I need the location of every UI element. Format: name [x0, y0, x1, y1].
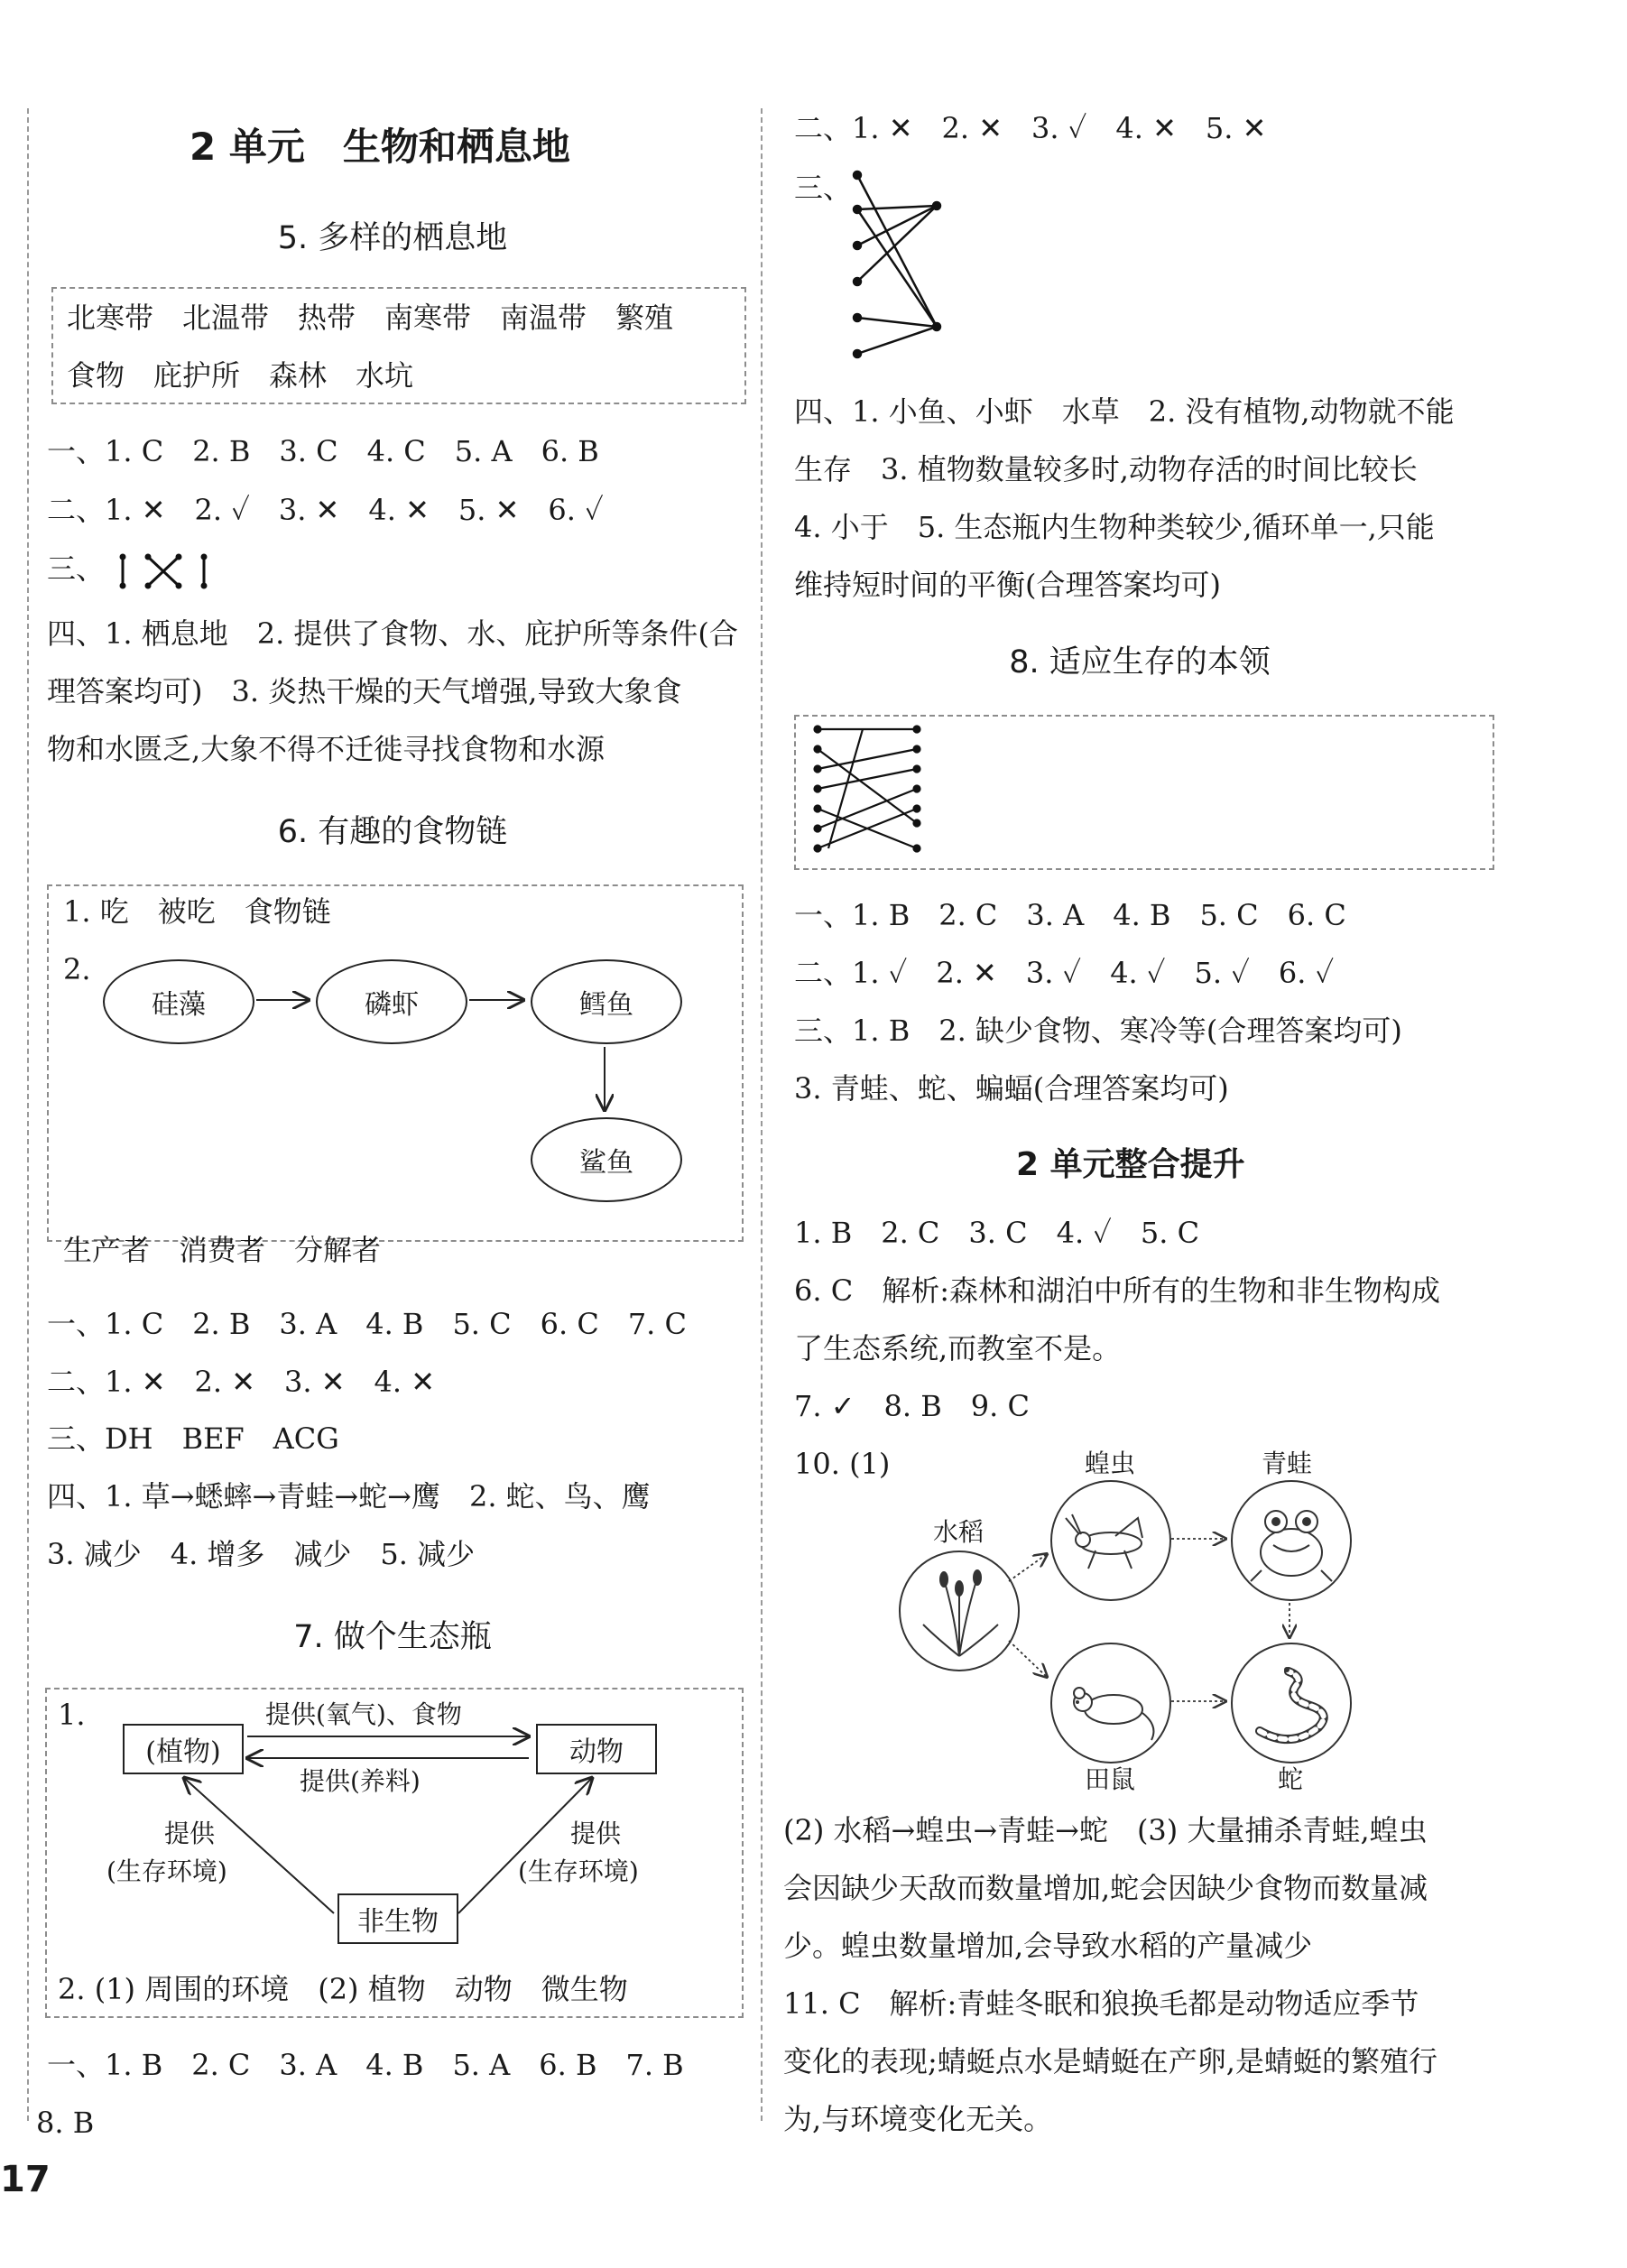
s7-q2: 二、1. ✕ 2. ✕ 3. ✓ 4. ✕ 5. ✕	[794, 111, 1267, 145]
review-line-1: 1. B 2. C 3. C 4. ✓ 5. C	[794, 1216, 1200, 1250]
left-arrow-label-2: (生存环境)	[106, 1856, 227, 1886]
s6-q2: 二、1. ✕ 2. ✕ 3. ✕ 4. ✕	[47, 1365, 436, 1399]
word-box-line-2: 食物 庇护所 森林 水坑	[67, 358, 414, 393]
review-line-10: 变化的表现;蜻蜓点水是蜻蜓在产卵,是蜻蜓的繁殖行	[783, 2044, 1437, 2078]
s5-q4-line-1: 四、1. 栖息地 2. 提供了食物、水、庇护所等条件(合	[47, 616, 738, 651]
unit-title: 2 单元 生物和栖息地	[190, 125, 570, 169]
s7-q4-line-2: 生存 3. 植物数量较多时,动物存活的时间比较长	[794, 452, 1418, 486]
right-arrow-label-2: (生存环境)	[518, 1856, 639, 1886]
section-6-title: 6. 有趣的食物链	[277, 814, 508, 850]
label-frog: 青蛙	[1262, 1449, 1313, 1478]
review-line-5: 10. (1)	[794, 1447, 891, 1481]
s7-box-item-2: 2. (1) 周围的环境 (2) 植物 动物 微生物	[58, 1972, 628, 2006]
review-title: 2 单元整合提升	[1016, 1146, 1245, 1183]
review-line-7: 会因缺少天敌而数量增加,蛇会因缺少食物而数量减	[783, 1871, 1428, 1905]
review-line-3: 了生态系统,而教室不是。	[794, 1331, 1122, 1365]
s5-q4-line-3: 物和水匮乏,大象不得不迁徙寻找食物和水源	[47, 732, 606, 766]
s8-q3: 三、1. B 2. 缺少食物、寒冷等(合理答案均可)	[794, 1014, 1402, 1048]
chain-node-krill: 磷虾	[316, 959, 467, 1044]
s5-q4-line-2: 理答案均可) 3. 炎热干燥的天气增强,导致大象食	[47, 674, 682, 708]
review-line-4: 7. ✓ 8. B 9. C	[794, 1389, 1030, 1423]
label-locust: 蝗虫	[1085, 1449, 1136, 1478]
s5-q1: 一、1. C 2. B 3. C 4. C 5. A 6. B	[47, 434, 599, 468]
section-8-title: 8. 适应生存的本领	[1009, 644, 1271, 680]
s6-box-item-1: 1. 吃 被吃 食物链	[63, 894, 331, 929]
s8-q3-cont: 3. 青蛙、蛇、蝙蝠(合理答案均可)	[794, 1071, 1229, 1106]
word-box-line-1: 北寒带 北温带 热带 南寒带 南温带 繁殖	[67, 301, 674, 335]
s6-box-item-2-label: 2.	[63, 952, 91, 986]
s6-q4-line-1: 四、1. 草→蟋蟀→青蛙→蛇→鹰 2. 蛇、鸟、鹰	[47, 1479, 651, 1514]
page-number: 17	[0, 2159, 51, 2200]
s6-roles: 生产者 消费者 分解者	[63, 1233, 382, 1267]
animal-box: 动物	[536, 1724, 657, 1774]
food-web-arrows	[783, 0, 1496, 1895]
review-line-2: 6. C 解析:森林和湖泊中所有的生物和非生物构成	[794, 1273, 1440, 1308]
s6-q3: 三、DH BEF ACG	[47, 1421, 339, 1456]
label-snake: 蛇	[1278, 1764, 1304, 1794]
nonliving-box: 非生物	[337, 1893, 458, 1944]
review-line-8: 少。蝗虫数量增加,会导致水稻的产量减少	[783, 1929, 1313, 1963]
s7-q1: 一、1. B 2. C 3. A 4. B 5. A 6. B 7. B	[47, 2048, 684, 2082]
column-divider	[761, 108, 763, 2121]
s8-q2: 二、1. ✓ 2. ✕ 3. ✓ 4. ✓ 5. ✓ 6. ✓	[794, 956, 1335, 990]
section-5-title: 5. 多样的栖息地	[277, 220, 508, 256]
chain-node-cod: 鳕鱼	[531, 959, 682, 1044]
s6-q1: 一、1. C 2. B 3. A 4. B 5. C 6. C 7. C	[47, 1307, 688, 1341]
review-line-6: (2) 水稻→蝗虫→青蛙→蛇 (3) 大量捕杀青蛙,蝗虫	[783, 1813, 1428, 1847]
s7-q4-line-1: 四、1. 小鱼、小虾 水草 2. 没有植物,动物就不能	[794, 394, 1455, 429]
s7-q3-label: 三、	[794, 171, 853, 205]
s7-q4-line-4: 维持短时间的平衡(合理答案均可)	[794, 568, 1221, 602]
bottom-arrow-label: 提供(养料)	[300, 1766, 421, 1796]
s5-q3-label: 三、	[47, 551, 106, 586]
plant-box: (植物)	[123, 1724, 244, 1774]
right-arrow-label-1: 提供	[570, 1819, 622, 1848]
s5-q2: 二、1. ✕ 2. ✓ 3. ✕ 4. ✕ 5. ✕ 6. ✓	[47, 493, 604, 527]
left-arrow-label-1: 提供	[164, 1819, 216, 1848]
s8-q1: 一、1. B 2. C 3. A 4. B 5. C 6. C	[794, 898, 1346, 932]
s7-box-item-1-label: 1.	[58, 1698, 86, 1732]
label-mouse: 田鼠	[1085, 1764, 1136, 1794]
chain-node-shark: 鲨鱼	[531, 1117, 682, 1202]
review-line-11: 为,与环境变化无关。	[783, 2102, 1053, 2136]
top-arrow-label: 提供(氧气)、食物	[265, 1699, 462, 1729]
ecobottle-arrows	[36, 0, 749, 2076]
s7-q4-line-3: 4. 小于 5. 生态瓶内生物种类较少,循环单一,只能	[794, 510, 1435, 544]
left-margin-divider	[27, 108, 29, 2121]
s6-q4-line-2: 3. 减少 4. 增多 减少 5. 减少	[47, 1537, 476, 1571]
s7-q1-cont: 8. B	[36, 2106, 95, 2140]
review-line-9: 11. C 解析:青蛙冬眠和狼换毛都是动物适应季节	[783, 1986, 1419, 2021]
section-7-title: 7. 做个生态瓶	[293, 1619, 492, 1655]
chain-node-diatom: 硅藻	[103, 959, 254, 1044]
label-rice: 水稻	[933, 1517, 985, 1547]
